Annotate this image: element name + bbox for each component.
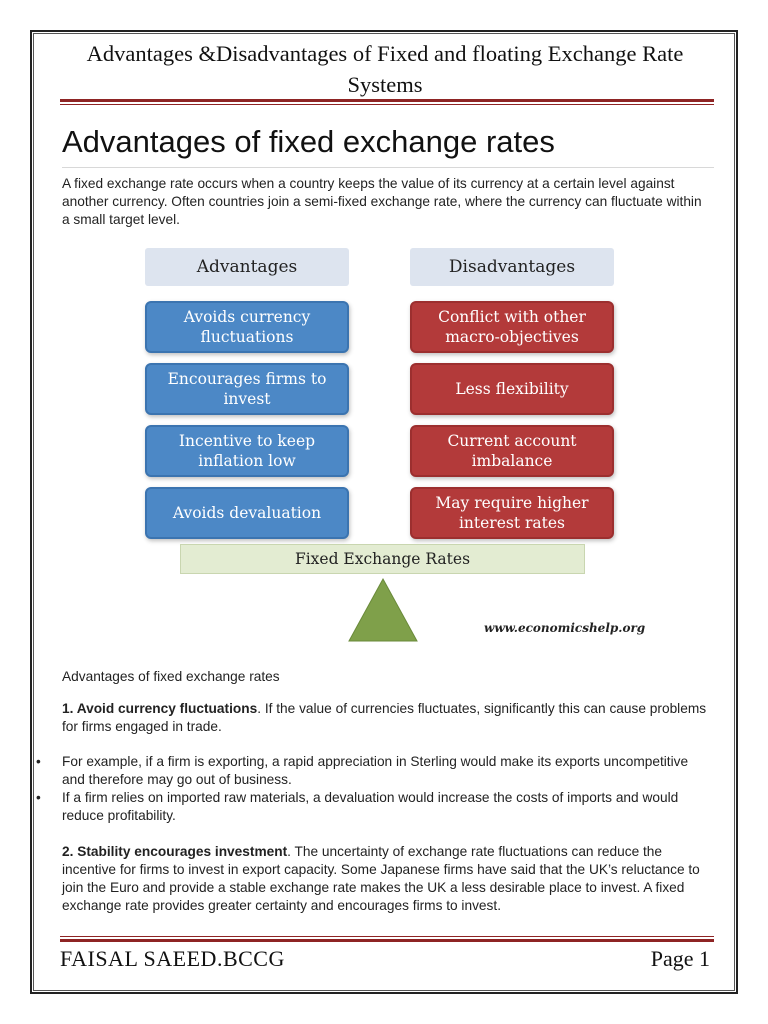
advantage-box: Incentive to keep inflation low — [145, 425, 349, 477]
bullet-icon: • — [36, 790, 41, 805]
header-rule — [60, 99, 714, 105]
disadvantage-box: Current account imbalance — [410, 425, 614, 477]
fixed-exchange-diagram — [135, 243, 646, 653]
list-item — [36, 789, 712, 825]
bullet-text: For example, if a firm is exporting, a rapid appreciation in Sterling would make its exports uncompetitive and therefore may go out of business. — [62, 754, 689, 787]
bullet-text: If a firm relies on imported raw materials, a devaluation would increase the costs of imports and would reduce profitability. — [62, 790, 679, 823]
point-1-paragraph — [62, 700, 712, 736]
footer-rule — [60, 936, 714, 942]
disadvantage-box: Less flexibility — [410, 363, 614, 415]
fixed-exchange-beam: Fixed Exchange Rates — [180, 544, 585, 574]
example-bullet-list — [36, 753, 712, 825]
advantage-box: Encourages firms to invest — [145, 363, 349, 415]
source-credit: www.economicshelp.org — [484, 621, 646, 635]
point-2-text: . The uncertainty of exchange rate fluctuations can reduce the incentive for firms to invest in export capacity. Some Japanese firms have said that the UK’s reluctance to join the Euro and provide a stable exchange rate makes the UK a less desirable place to invest. A fixed exchange rate provides greater certainty and encourages firms to invest. — [62, 844, 700, 913]
page-number: Page 1 — [650, 946, 710, 971]
disadvantages-header: Disadvantages — [410, 248, 614, 286]
advantage-box: Avoids devaluation — [145, 487, 349, 539]
footer-author: FAISAL SAEED.BCCG — [60, 946, 285, 971]
disadvantage-box: Conflict with other macro-objectives — [410, 301, 614, 353]
list-item — [36, 753, 712, 789]
advantage-box: Avoids currency fluctuations — [145, 301, 349, 353]
point-2-paragraph — [62, 843, 712, 915]
point-1-title: 1. Avoid currency fluctuations — [62, 701, 258, 716]
point-2-title: 2. Stability encourages investment — [62, 844, 288, 859]
bullet-icon: • — [36, 754, 41, 769]
point-1-text: . If the value of currencies fluctuates, significantly this can cause problems for firms engaged in trade. — [62, 701, 707, 734]
document-header-title: Advantages &Disadvantages of Fixed and floating Exchange Rate Systems — [86, 41, 684, 97]
section-heading: Advantages of fixed exchange rates — [62, 124, 555, 159]
advantages-header: Advantages — [145, 248, 349, 286]
intro-paragraph: A fixed exchange rate occurs when a country keeps the value of its currency at a certain level against another currency. Often countries join a semi-fixed exchange rate, where the currency can fluctuate within a small target level. — [62, 176, 702, 227]
diagram-caption: Advantages of fixed exchange rates — [62, 669, 280, 684]
fulcrum-triangle-icon — [347, 577, 419, 643]
disadvantage-box: May require higher interest rates — [410, 487, 614, 539]
heading-underline — [62, 167, 714, 168]
